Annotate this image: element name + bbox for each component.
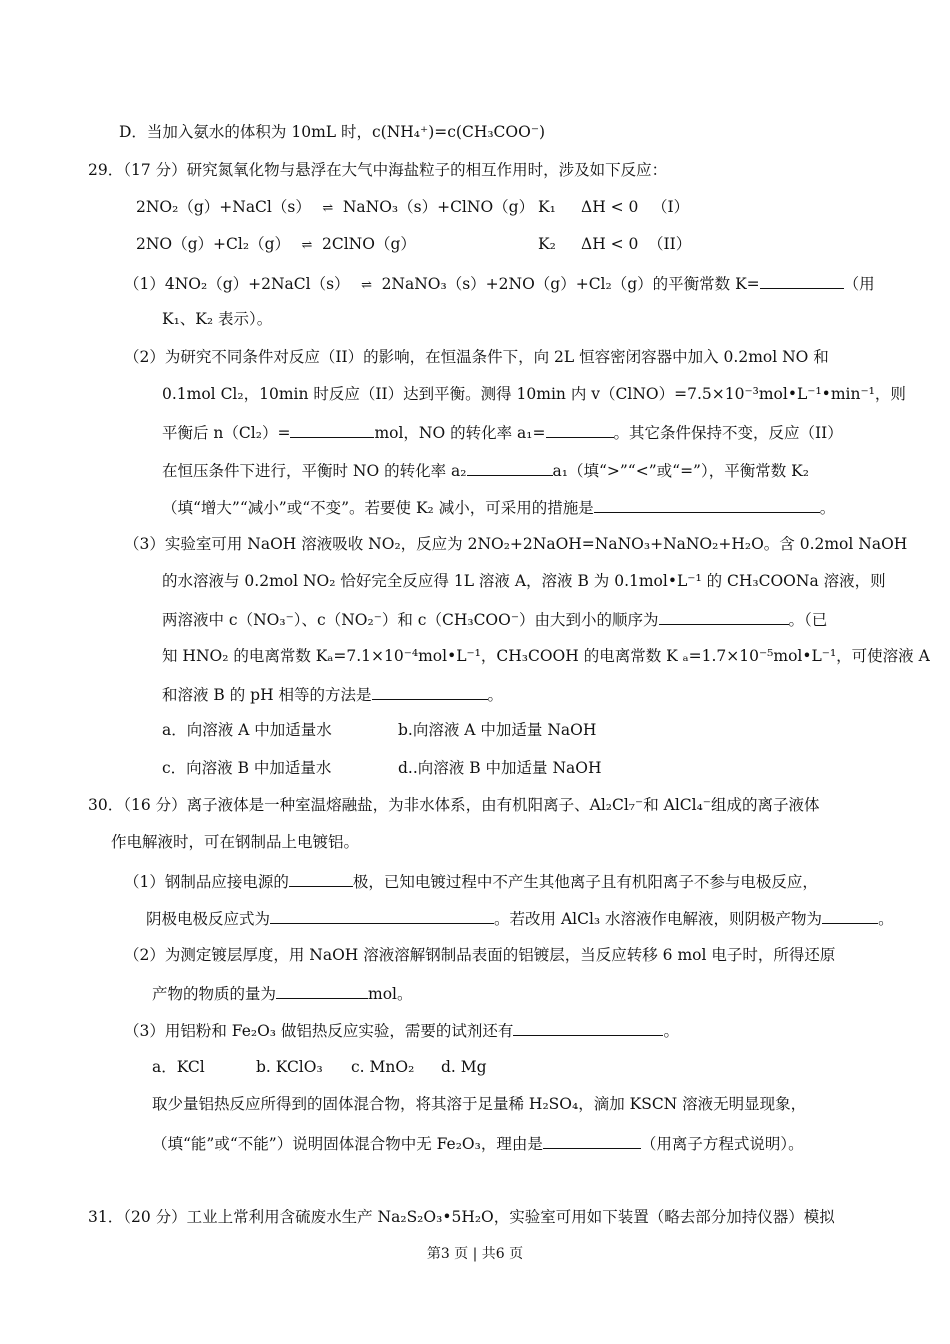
page-footer: 第3 页 | 共6 页 [426, 1246, 524, 1262]
p1-text-a: （1）4NO₂（g）+2NaCl（s） [124, 275, 350, 293]
eq2-k: K₂ [538, 235, 556, 253]
answer-blank[interactable] [270, 906, 494, 924]
eq2-dh: ΔH < 0 [581, 235, 639, 253]
q30-part3-line1 [124, 1018, 679, 1042]
p2-text-g: 。 [819, 499, 836, 517]
answer-blank[interactable] [467, 458, 553, 476]
q30-p1-text-d: 。若改用 AlCl₃ 水溶液作电解液，则阴极产物为 [494, 910, 823, 928]
p1-text-b: 2NaNO₃（s）+2NO（g）+Cl₂（g）的平衡常数 K= [381, 275, 760, 293]
answer-blank[interactable] [290, 420, 374, 438]
eq2-tag: （II） [648, 235, 692, 253]
q30-p1-text-b: 极，已知电镀过程中不产生其他离子且有机阳离子不参与电极反应， [352, 873, 818, 891]
equilibrium-arrow-icon: ⇌ [361, 278, 371, 293]
answer-blank[interactable] [276, 981, 368, 999]
q30-option-a: a．KCl [152, 1058, 205, 1076]
q29-option-d: d..向溶液 B 中加适量 NaOH [398, 759, 602, 777]
answer-blank[interactable] [372, 682, 488, 700]
q29-header: 29．（17 分）研究氮氧化物与悬浮在大气中海盐粒子的相互作用时，涉及如下反应： [88, 161, 668, 179]
eq2-left: 2NO（g）+Cl₂（g） [136, 235, 290, 253]
p3-text-b: 。（已 [788, 611, 828, 629]
q29-part2-line3 [162, 420, 843, 444]
answer-blank[interactable] [822, 906, 878, 924]
equilibrium-arrow-icon: ⇌ [322, 201, 332, 216]
q28-option-d: D．当加入氨水的体积为 10mL 时，c(NH₄⁺)=c(CH₃COO⁻) [119, 123, 546, 141]
p2-text-d: 在恒压条件下进行，平衡时 NO 的转化率 a₂ [162, 462, 467, 480]
q29-option-b: b.向溶液 A 中加适量 NaOH [398, 721, 597, 739]
q29-part1-line2: K₁、K₂ 表示）。 [162, 310, 273, 328]
q30-p3-text-c: （填“能”或“不能”）说明固体混合物中无 Fe₂O₃，理由是 [152, 1135, 543, 1153]
eq1-tag: （I） [652, 198, 690, 216]
p2-text-e: a₁（填“>”“<”或“=”），平衡常数 K₂ [552, 462, 809, 480]
q30-part2-line2 [152, 981, 413, 1005]
q30-p3-text-d: （用离子方程式说明）。 [640, 1135, 804, 1153]
q30-p3-text-a: （3）用铝粉和 Fe₂O₃ 做铝热反应实验，需要的试剂还有 [124, 1022, 514, 1040]
q29-part3-line5 [162, 682, 503, 706]
answer-blank[interactable] [594, 495, 820, 513]
q29-part3-line1: （3）实验室可用 NaOH 溶液吸收 NO₂，反应为 2NO₂+2NaOH=NaNO₃+NaNO₂+H₂O。含 0.2mol NaOH [124, 535, 908, 553]
q31-header: 31．（20 分）工业上常利用含硫废水生产 Na₂S₂O₃•5H₂O，实验室可用如下装置（略去部分加持仪器）模拟 [88, 1208, 835, 1226]
answer-blank[interactable] [659, 607, 789, 625]
eq2-right: 2ClNO（g） [322, 235, 416, 253]
p3-text-d: 。 [487, 686, 504, 704]
q29-eq1 [136, 196, 534, 220]
answer-blank[interactable] [760, 271, 844, 289]
q29-part1-line1 [124, 271, 875, 297]
eq1-k: K₁ [538, 198, 556, 216]
q29-part2-line1: （2）为研究不同条件对反应（II）的影响，在恒温条件下，向 2L 恒容密闭容器中加入 0.2mol NO 和 [124, 348, 829, 366]
equilibrium-arrow-icon: ⇌ [301, 238, 311, 253]
q29-part3-line4: 知 HNO₂ 的电离常数 Kₐ=7.1×10⁻⁴mol•L⁻¹，CH₃COOH 的电离常数 K ₐ=1.7×10⁻⁵mol•L⁻¹，可使溶液 A [162, 647, 930, 665]
q30-option-c: c. MnO₂ [351, 1058, 415, 1076]
q29-part2-line2: 0.1mol Cl₂，10min 时反应（II）达到平衡。测得 10min 内 v（ClNO）=7.5×10⁻³mol•L⁻¹•min⁻¹，则 [162, 385, 906, 403]
q29-option-c: c．向溶液 B 中加适量水 [162, 759, 332, 777]
q29-part2-line4 [162, 458, 809, 482]
q30-p2-text-b: mol。 [368, 985, 413, 1003]
q29-part3-line2: 的水溶液与 0.2mol NO₂ 恰好完全反应得 1L 溶液 A，溶液 B 为 0.1mol•L⁻¹ 的 CH₃COONa 溶液，则 [162, 572, 886, 590]
q30-part3-line3 [152, 1131, 804, 1155]
q30-header-line1: 30．（16 分）离子液体是一种室温熔融盐，为非水体系，由有机阳离子、Al₂Cl₇⁻和 AlCl₄⁻组成的离子液体 [88, 796, 820, 814]
p2-text-c: 。其它条件保持不变，反应（II） [613, 424, 843, 442]
p2-text-a: 平衡后 n（Cl₂）= [162, 424, 291, 442]
q30-option-d: d. Mg [441, 1058, 487, 1076]
q30-part1-line1 [124, 869, 818, 893]
q30-part1-line2 [146, 906, 894, 930]
q30-part3-line2: 取少量铝热反应所得到的固体混合物，将其溶于足量稀 H₂SO₄，滴加 KSCN 溶液无明显现象， [152, 1095, 807, 1113]
answer-blank[interactable] [289, 869, 353, 887]
q30-p3-text-b: 。 [663, 1022, 679, 1040]
p2-text-f: （填“增大”“减小”或“不变”。若要使 K₂ 减小，可采用的措施是 [162, 499, 594, 517]
q29-part3-line3 [162, 607, 827, 631]
p3-text-a: 两溶液中 c（NO₃⁻）、c（NO₂⁻）和 c（CH₃COO⁻）由大到小的顺序为 [162, 611, 659, 629]
q29-option-a: a．向溶液 A 中加适量水 [162, 721, 332, 739]
p1-text-c: （用 [843, 275, 875, 293]
q29-eq2 [136, 233, 416, 257]
answer-blank[interactable] [546, 420, 614, 438]
answer-blank[interactable] [543, 1131, 641, 1149]
p3-text-c: 和溶液 B 的 pH 相等的方法是 [162, 686, 372, 704]
q30-p1-text-a: （1）钢制品应接电源的 [124, 873, 289, 891]
q30-p1-text-e: 。 [878, 910, 894, 928]
eq1-right: NaNO₃（s）+ClNO（g） [342, 198, 535, 216]
eq1-left: 2NO₂（g）+NaCl（s） [136, 198, 311, 216]
q30-header-line2: 作电解液时，可在钢制品上电镀铝。 [111, 833, 360, 851]
q30-p1-text-c: 阴极电极反应式为 [146, 910, 271, 928]
eq1-dh: ΔH < 0 [581, 198, 639, 216]
q30-part2-line1: （2）为测定镀层厚度，用 NaOH 溶液溶解钢制品表面的铝镀层，当反应转移 6 mol 电子时，所得还原 [124, 946, 836, 964]
q29-part2-line5 [162, 495, 835, 519]
q30-option-b: b. KClO₃ [256, 1058, 323, 1076]
p2-text-b: mol，NO 的转化率 a₁= [374, 424, 546, 442]
answer-blank[interactable] [513, 1018, 663, 1036]
q30-p2-text-a: 产物的物质的量为 [152, 985, 277, 1003]
